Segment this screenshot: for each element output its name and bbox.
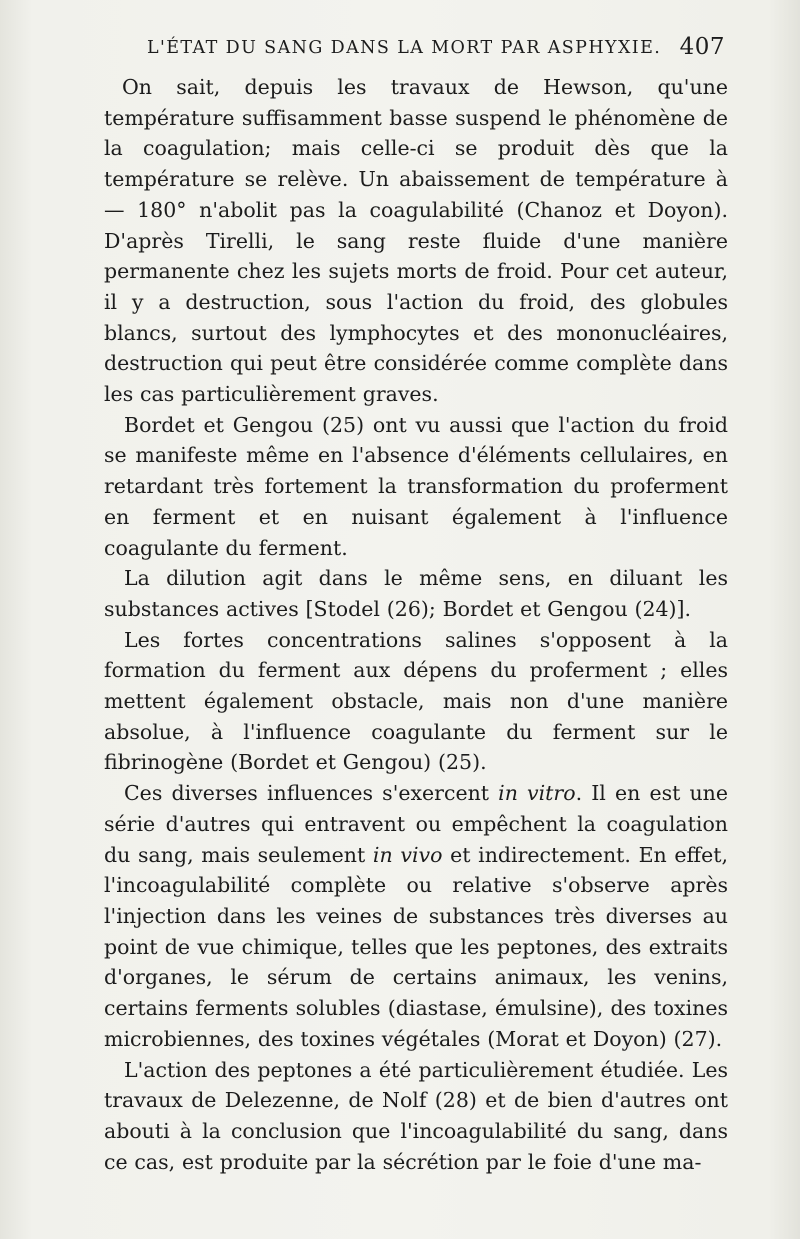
text-span: . Il en est une série d'autres qui entravent ou empêchent la coagulation du sang, mais seulement [104,781,729,867]
paragraph [104,778,728,1054]
text-span: et indirectement. En effet, l'incoagulabilité complète ou relative s'observe après l'injection dans les veines de substances très diverses au point de vue chimique, telles que les peptones, des extraits d'organes, le sérum de certains animaux, les venins, certains ferments solubles (diastase, émulsine), des toxines microbiennes, des toxines végétales (Morat et Doyon) (27). [104,842,729,1051]
text-span: Ces diverses influences s'exercent [124,781,499,806]
paragraph: Bordet et Gengou (25) ont vu aussi que l'action du froid se manifeste même en l'absence d'éléments cellulaires, en retardant très fortement la transformation du proferment en ferment et en nuisant également à l'influence coagulante du ferment. [104,412,728,560]
paragraph: On sait, depuis les travaux de Hewson, qu'une température suffisamment basse suspend le phénomène de la coagulation; mais celle-ci se produit dès que la température se relève. Un abaissement de température à — 180° n'abolit pas la coagulabilité (Chanoz et Doyon). D'après Tirelli, le sang reste fluide d'une manière permanente chez les sujets morts de froid. Pour cet auteur, il y a destruction, sous l'action du froid, des globules blancs, surtout des lymphocytes et des mononucléaires, destruction qui peut être considérée comme complète dans les cas particulièrement graves. [104,75,728,407]
body-text [104,72,728,1177]
paragraph: Les fortes concentrations salines s'opposent à la formation du ferment aux dépens du proferment ; elles mettent également obstacle, mais non d'une manière absolue, à l'influence coagulante du ferment sur le fibrinogène (Bordet et Gengou) (25). [104,627,728,775]
italic-term: in vivo [372,842,443,867]
page-header [105,34,725,66]
page-number: 407 [679,34,725,60]
paragraph: La dilution agit dans le même sens, en diluant les substances actives [Stodel (26); Bordet et Gengou (24)]. [104,566,728,621]
italic-term: in vitro [498,781,576,806]
running-head: L'ÉTAT DU SANG DANS LA MORT PAR ASPHYXIE. [147,38,662,58]
paragraph: L'action des peptones a été particulièrement étudiée. Les travaux de Delezenne, de Nolf (28) et de bien d'autres ont abouti à la conclusion que l'incoagulabilité du sang, dans ce cas, est produite par la sécrétion par le foie d'une ma- [104,1057,728,1174]
